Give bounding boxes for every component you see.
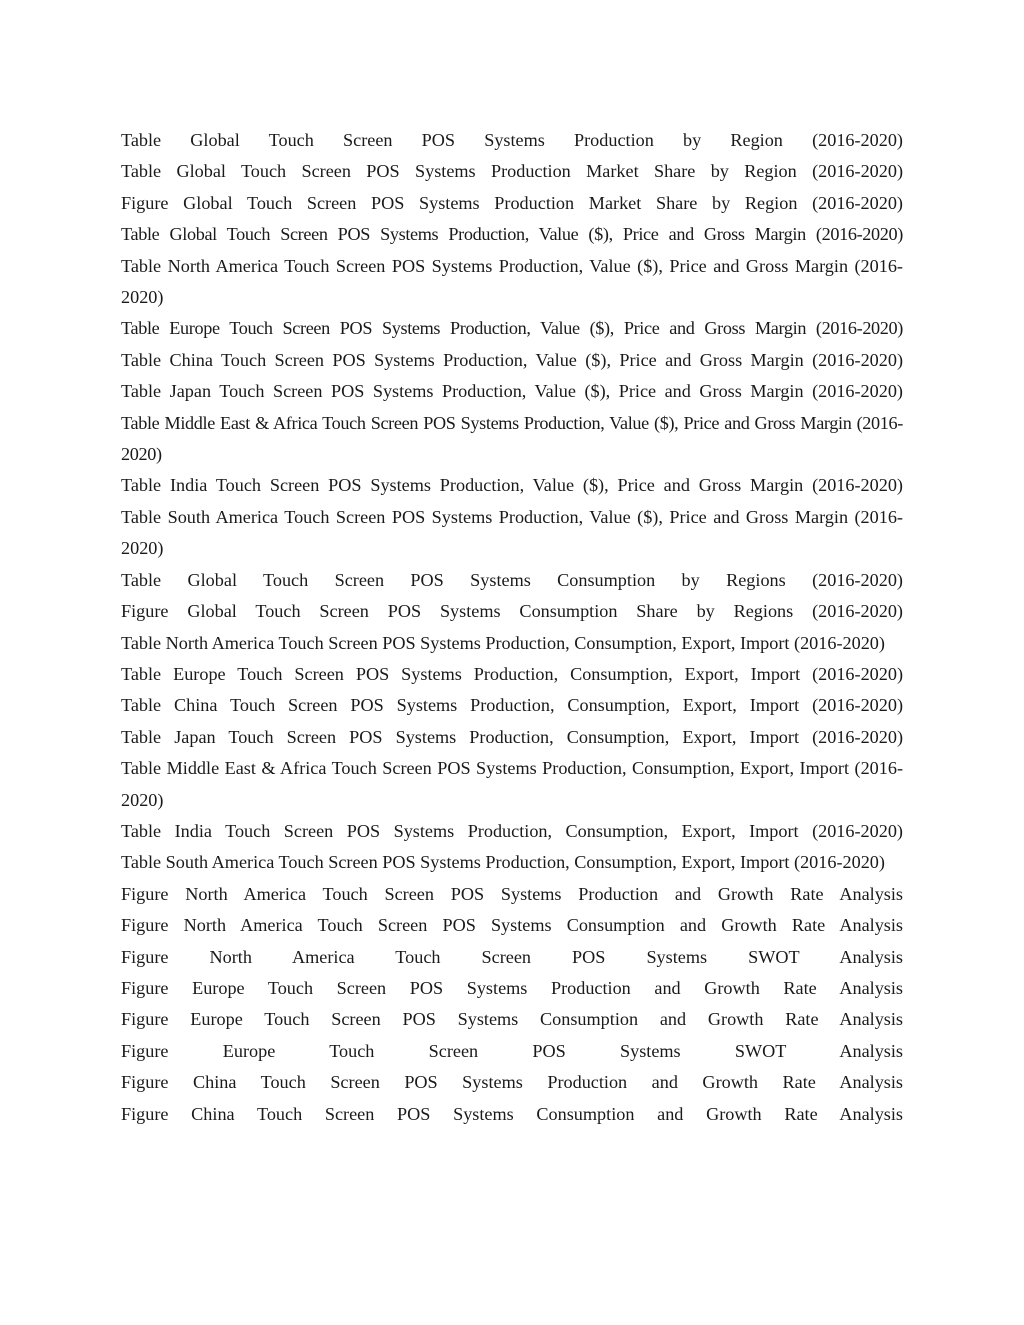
toc-entry: Figure China Touch Screen POS Systems Consumption and Growth Rate Analysis xyxy=(121,1103,903,1124)
toc-entry: Table Europe Touch Screen POS Systems Production, Value ($), Price and Gross Margin (2016-2020) xyxy=(121,318,903,339)
toc-entry: Figure Europe Touch Screen POS Systems Production and Growth Rate Analysis xyxy=(121,977,903,998)
toc-entry: Figure China Touch Screen POS Systems Production and Growth Rate Analysis xyxy=(121,1072,903,1093)
toc-entry: Table Japan Touch Screen POS Systems Production, Consumption, Export, Import (2016-2020) xyxy=(121,726,903,747)
toc-entry: Table Global Touch Screen POS Systems Consumption by Regions (2016-2020) xyxy=(121,569,903,590)
toc-entry: Table Global Touch Screen POS Systems Production, Value ($), Price and Gross Margin (2016-2020) xyxy=(121,224,903,245)
list-of-tables-and-figures xyxy=(121,125,903,1130)
toc-entry: Figure Europe Touch Screen POS Systems SWOT Analysis xyxy=(121,1040,903,1061)
toc-entry: Table Middle East & Africa Touch Screen POS Systems Production, Consumption, Export, Import (2016-2020) xyxy=(121,758,903,810)
toc-entry: Table Japan Touch Screen POS Systems Production, Value ($), Price and Gross Margin (2016-2020) xyxy=(121,381,903,402)
toc-entry: Table Middle East & Africa Touch Screen POS Systems Production, Value ($), Price and Gross Margin (2016-2020) xyxy=(121,412,903,465)
toc-entry: Table Global Touch Screen POS Systems Production Market Share by Region (2016-2020) xyxy=(121,161,903,182)
toc-entry: Table South America Touch Screen POS Systems Production, Consumption, Export, Import (2016-2020) xyxy=(121,852,885,873)
toc-entry: Table India Touch Screen POS Systems Production, Value ($), Price and Gross Margin (2016-2020) xyxy=(121,475,903,496)
toc-entry: Figure North America Touch Screen POS Systems Consumption and Growth Rate Analysis xyxy=(121,915,903,936)
toc-entry: Table India Touch Screen POS Systems Production, Consumption, Export, Import (2016-2020) xyxy=(121,820,903,841)
toc-entry: Figure North America Touch Screen POS Systems Production and Growth Rate Analysis xyxy=(121,883,903,904)
toc-entry: Table Global Touch Screen POS Systems Production by Region (2016-2020) xyxy=(121,130,903,150)
toc-entry: Figure Global Touch Screen POS Systems Consumption Share by Regions (2016-2020) xyxy=(121,601,903,622)
toc-entry: Table China Touch Screen POS Systems Production, Consumption, Export, Import (2016-2020) xyxy=(121,695,903,716)
toc-entry: Table China Touch Screen POS Systems Production, Value ($), Price and Gross Margin (2016-2020) xyxy=(121,349,903,370)
toc-entry: Figure Global Touch Screen POS Systems Production Market Share by Region (2016-2020) xyxy=(121,192,903,213)
toc-entry: Table Europe Touch Screen POS Systems Production, Consumption, Export, Import (2016-2020) xyxy=(121,663,903,684)
toc-entry: Table South America Touch Screen POS Systems Production, Value ($), Price and Gross Margin (2016-2020) xyxy=(121,506,903,559)
toc-entry: Figure Europe Touch Screen POS Systems Consumption and Growth Rate Analysis xyxy=(121,1009,903,1030)
toc-entry: Table North America Touch Screen POS Systems Production, Value ($), Price and Gross Margin (2016-2020) xyxy=(121,255,903,308)
toc-entry: Figure North America Touch Screen POS Systems SWOT Analysis xyxy=(121,946,903,967)
toc-entry: Table North America Touch Screen POS Systems Production, Consumption, Export, Import (2016-2020) xyxy=(121,632,885,653)
